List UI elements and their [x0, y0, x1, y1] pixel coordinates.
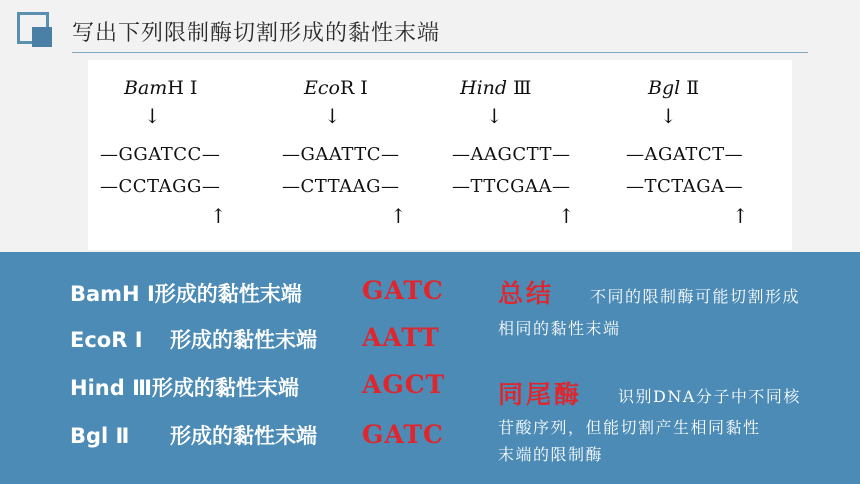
sticky-end-bglii: GATC: [362, 420, 444, 449]
cut-arrow-down-icon: ↓: [660, 104, 677, 128]
isocaudomer-line3: 末端的限制酶: [498, 445, 604, 464]
result-row-bglii: [70, 420, 317, 450]
result-label: 形成的黏性末端: [170, 424, 317, 448]
result-enzyme: Bgl Ⅱ: [70, 424, 130, 448]
summary-line2: 相同的黏性末端: [498, 319, 621, 338]
bottom-strand: —TTCGAA—: [452, 176, 571, 197]
bottom-strand: —CCTAGG—: [100, 176, 221, 197]
enzyme-name-rest: Ⅱ: [680, 77, 700, 99]
cut-arrow-down-icon: ↓: [144, 104, 161, 128]
enzyme-name-rest: R Ⅰ: [339, 77, 368, 99]
result-enzyme: BamH Ⅰ: [70, 282, 155, 306]
logo-filled-square: [32, 27, 52, 47]
enzyme-name-rest: Ⅲ: [507, 77, 532, 99]
summary-heading: 总结: [498, 279, 555, 308]
enzyme-bglii: [622, 60, 792, 250]
cut-arrow-down-icon: ↓: [486, 104, 503, 128]
enzyme-bamhi: [96, 60, 266, 250]
result-row-bamhi: [70, 278, 302, 308]
sticky-end-hindiii: AGCT: [362, 370, 446, 399]
cut-arrow-down-icon: ↓: [324, 104, 341, 128]
enzyme-name-italic: Bam: [124, 77, 168, 99]
result-row-ecori: [70, 324, 317, 354]
enzyme-name: [648, 77, 818, 99]
sticky-end-ecori: AATT: [362, 323, 440, 352]
bottom-strand: —CTTAAG—: [282, 176, 400, 197]
enzyme-name: [124, 77, 294, 99]
enzyme-cut-diagram: [88, 60, 792, 250]
enzyme-ecori: [278, 60, 448, 250]
result-enzyme: EcoR Ⅰ: [70, 328, 143, 352]
sticky-end-bamhi: GATC: [362, 276, 444, 305]
top-strand: —AGATCT—: [626, 144, 744, 165]
enzyme-hindiii: [448, 60, 618, 250]
isocaudomer-line1: 识别DNA分子中不同核: [618, 387, 801, 406]
result-label: 形成的黏性末端: [170, 328, 317, 352]
top-strand: —GGATCC—: [100, 144, 221, 165]
result-label: 形成的黏性末端: [154, 282, 302, 306]
enzyme-name-rest: H Ⅰ: [167, 77, 198, 99]
title-divider: [72, 52, 808, 53]
summary-line1: 不同的限制酶可能切割形成: [590, 287, 801, 306]
enzyme-name-italic: Eco: [304, 77, 340, 99]
results-panel: [0, 252, 860, 484]
enzyme-name-italic: Bgl: [648, 77, 681, 99]
enzyme-name-italic: Hind: [460, 77, 508, 99]
cut-arrow-up-icon: ↑: [210, 204, 227, 228]
cut-arrow-up-icon: ↑: [390, 204, 407, 228]
slide-logo: [17, 12, 57, 52]
cut-arrow-up-icon: ↑: [732, 204, 749, 228]
result-row-hindiii: [70, 372, 299, 402]
result-enzyme: Hind Ⅲ: [70, 376, 152, 400]
slide-title: 写出下列限制酶切割形成的黏性末端: [72, 21, 441, 46]
bottom-strand: —TCTAGA—: [626, 176, 744, 197]
cut-arrow-up-icon: ↑: [558, 204, 575, 228]
top-strand: —GAATTC—: [282, 144, 400, 165]
enzyme-name: [460, 77, 630, 99]
top-strand: —AAGCTT—: [452, 144, 571, 165]
isocaudomer-line2: 苷酸序列，但能切割产生相同黏性: [498, 418, 761, 437]
isocaudomer-heading: 同尾酶: [498, 380, 583, 409]
result-label: 形成的黏性末端: [151, 376, 299, 400]
